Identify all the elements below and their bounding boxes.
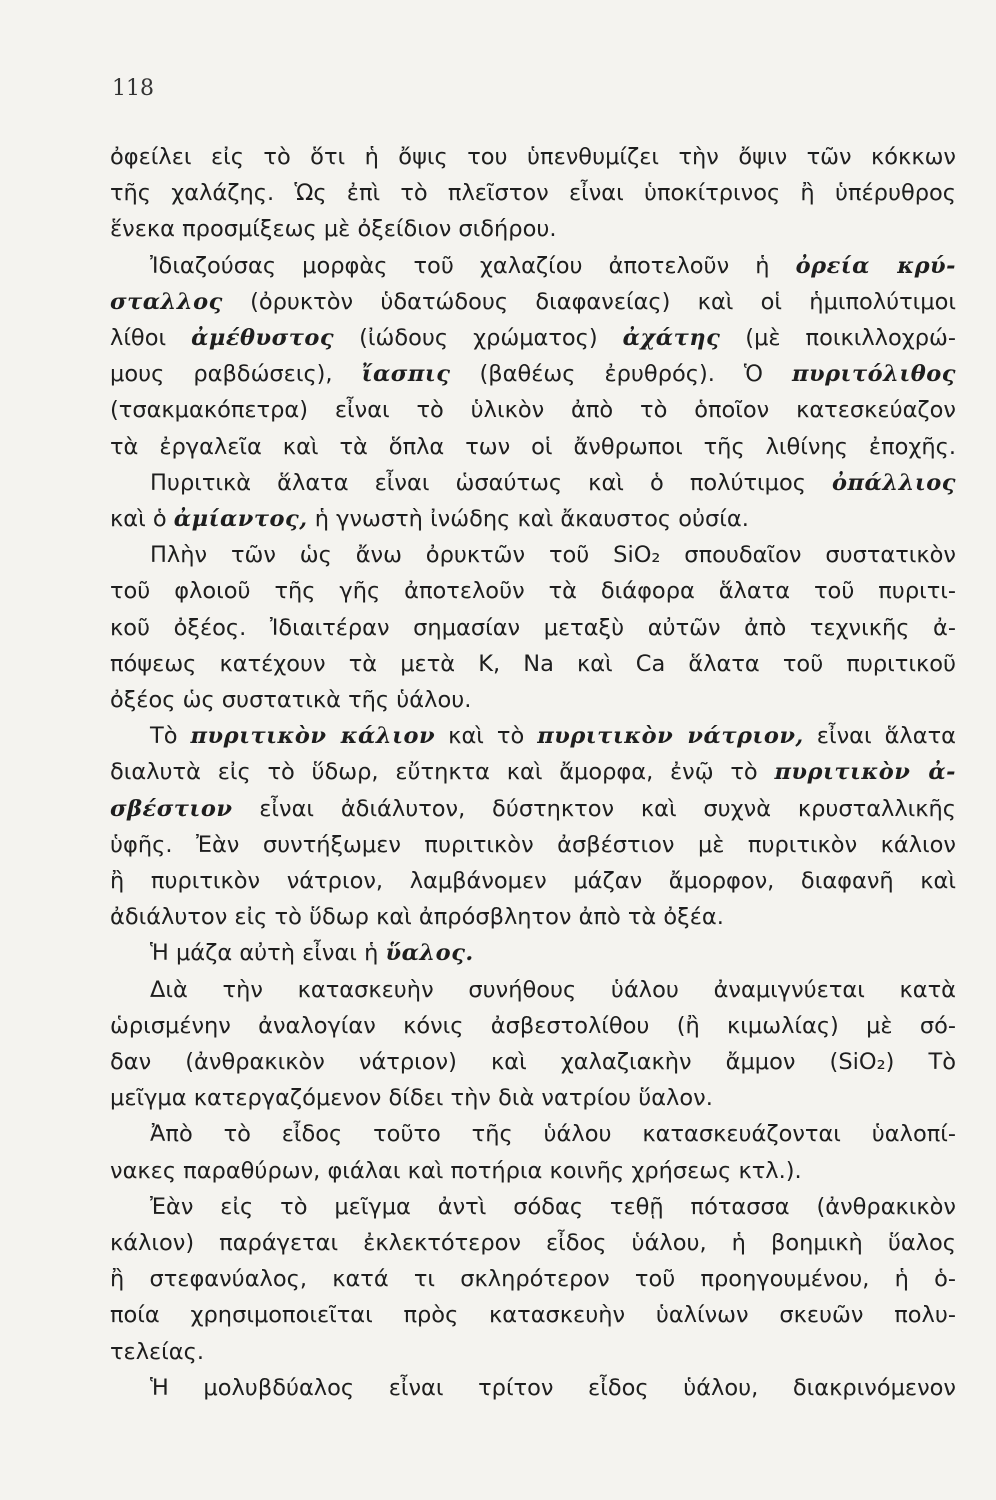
text-line bbox=[110, 430, 956, 464]
text-segment: (ἰώδους χρώματος) bbox=[334, 325, 623, 351]
text-segment: ὀξέος ὡς συστατικὰ τῆς ὑάλου. bbox=[110, 687, 472, 713]
text-line bbox=[110, 900, 956, 934]
text-segment: (βαθέως ἐρυθρός). Ὁ bbox=[450, 361, 793, 388]
text-line bbox=[110, 538, 956, 572]
text-segment: κοῦ ὀξέος. Ἰδιαιτέραν σημασίαν μεταξὺ αὐτῶν ἀπὸ τεχνικῆς ἀ- bbox=[110, 614, 956, 641]
text-line bbox=[110, 1335, 956, 1369]
text-line bbox=[110, 1081, 956, 1115]
text-segment: ὀφείλει εἰς τὸ ὅτι ἡ ὄψις του ὑπενθυμίζει τὴν ὄψιν τῶν κόκκων bbox=[110, 144, 956, 170]
text-segment: ὡρισμένην ἀναλογίαν κόνις ἀσβεστολίθου (ἢ κιμωλίας) μὲ σό- bbox=[110, 1012, 956, 1039]
emphasized-term: ὀπάλλιος bbox=[832, 469, 956, 496]
text-line bbox=[110, 321, 956, 355]
text-line bbox=[110, 1009, 956, 1043]
emphasized-term: ὀρεία κρύ- bbox=[795, 252, 956, 279]
text-line bbox=[110, 828, 956, 862]
text-segment: ἢ πυριτικὸν νάτριον, λαμβάνομεν μάζαν ἄμορφον, διαφανῆ καὶ bbox=[110, 868, 956, 894]
text-line bbox=[110, 973, 956, 1007]
text-segment: πόψεως κατέχουν τὰ μετὰ K, Na καὶ Ca ἅλατα τοῦ πυριτικοῦ bbox=[110, 650, 956, 677]
text-line bbox=[110, 502, 956, 536]
emphasized-term: πυριτικὸν κάλιον bbox=[190, 723, 436, 750]
emphasized-term: ὕαλος. bbox=[385, 940, 474, 967]
text-segment: τελείας. bbox=[110, 1338, 204, 1365]
text-line bbox=[110, 792, 956, 826]
text-segment: Ἡ μάζα αὐτὴ εἶναι ἡ bbox=[150, 940, 386, 967]
emphasized-term: πυριτικὸν νάτριον, bbox=[537, 723, 804, 750]
text-segment: Ἐὰν εἰς τὸ μεῖγμα ἀντὶ σόδας τεθῇ πότασσα (ἀνθρακικὸν bbox=[150, 1193, 956, 1220]
text-segment: Διὰ τὴν κατασκευὴν συνήθους ὑάλου ἀναμιγνύεται κατὰ bbox=[150, 976, 956, 1003]
text-line bbox=[110, 574, 956, 608]
text-line bbox=[110, 1298, 956, 1332]
text-line bbox=[110, 357, 956, 391]
text-segment: τοῦ φλοιοῦ τῆς γῆς ἀποτελοῦν τὰ διάφορα ἅλατα τοῦ πυριτι- bbox=[110, 578, 956, 605]
text-line bbox=[110, 864, 956, 898]
text-segment: Πλὴν τῶν ὡς ἄνω ὀρυκτῶν τοῦ SiO₂ σπουδαῖον συστατικὸν bbox=[150, 542, 956, 569]
text-line bbox=[110, 1117, 956, 1151]
emphasized-term: πυριτόλιθος bbox=[792, 361, 956, 388]
text-segment: ἀδιάλυτον εἰς τὸ ὕδωρ καὶ ἀπρόσβλητον ἀπὸ τὰ ὀξέα. bbox=[110, 904, 724, 931]
text-line bbox=[110, 393, 956, 427]
text-segment: ὑφῆς. Ἐὰν συντήξωμεν πυριτικὸν ἀσβέστιον μὲ πυριτικὸν κάλιον bbox=[110, 831, 956, 858]
text-line bbox=[110, 212, 956, 246]
text-segment: κάλιον) παράγεται ἐκλεκτότερον εἶδος ὑάλου, ἡ βοημικὴ ὕαλος bbox=[110, 1230, 956, 1256]
emphasized-term: σβέστιον bbox=[110, 795, 233, 822]
text-segment: (ὀρυκτὸν ὑδατώδους διαφανείας) καὶ οἱ ἡμιπολύτιμοι bbox=[222, 288, 956, 315]
text-line bbox=[110, 1262, 956, 1296]
text-segment: καὶ ὁ bbox=[110, 506, 174, 532]
emphasized-term: σταλλος bbox=[110, 288, 223, 315]
text-segment: καὶ τὸ bbox=[435, 723, 538, 750]
text-line bbox=[110, 140, 956, 174]
text-segment: μεῖγμα κατεργαζόμενον δίδει τὴν διὰ νατρίου ὕαλον. bbox=[110, 1085, 713, 1112]
text-line bbox=[110, 683, 956, 717]
text-segment: Ἰδιαζούσας μορφὰς τοῦ χαλαζίου ἀποτελοῦν ἡ bbox=[150, 252, 796, 279]
text-line bbox=[110, 249, 956, 283]
text-line bbox=[110, 285, 956, 319]
text-segment: ἡ γνωστὴ ἰνώδης καὶ ἄκαυστος οὐσία. bbox=[307, 506, 749, 532]
text-segment: εἶναι ἅλατα bbox=[803, 723, 956, 750]
emphasized-term: ἀμέθυστος bbox=[191, 325, 335, 351]
text-segment: διαλυτὰ εἰς τὸ ὕδωρ, εὔτηκτα καὶ ἄμορφα, ἐνῷ τὸ bbox=[110, 759, 775, 786]
text-segment: (μὲ ποικιλλοχρώ- bbox=[720, 325, 956, 351]
page-number: 118 bbox=[112, 76, 154, 101]
emphasized-term: ἀμίαντος, bbox=[173, 506, 308, 532]
text-line bbox=[110, 719, 956, 753]
text-segment: Ἀπὸ τὸ εἶδος τοῦτο τῆς ὑάλου κατασκευάζονται ὑαλοπί- bbox=[150, 1121, 956, 1148]
text-line bbox=[110, 755, 956, 789]
text-segment: μους ραβδώσεις), bbox=[110, 361, 362, 388]
text-segment: ἢ στεφανύαλος, κατά τι σκληρότερον τοῦ προηγουμένου, ἡ ὁ- bbox=[110, 1266, 956, 1293]
text-segment: ἕνεκα προσμίξεως μὲ ὀξείδιον σιδήρου. bbox=[110, 216, 557, 243]
text-line bbox=[110, 1045, 956, 1079]
text-segment: Τὸ bbox=[150, 723, 191, 750]
text-segment: τῆς χαλάζης. Ὡς ἐπὶ τὸ πλεῖστον εἶναι ὑποκίτρινος ἢ ὑπέρυθρος bbox=[110, 180, 956, 207]
text-line bbox=[110, 176, 956, 210]
text-line bbox=[110, 647, 956, 681]
text-segment: εἶναι ἀδιάλυτον, δύστηκτον καὶ συχνὰ κρυσταλλικῆς bbox=[232, 795, 956, 822]
text-segment: δαν (ἀνθρακικὸν νάτριον) καὶ χαλαζιακὴν ἄμμον (SiO₂) Τὸ bbox=[110, 1049, 956, 1075]
emphasized-term: πυριτικὸν ἀ- bbox=[774, 759, 956, 786]
text-line bbox=[110, 1190, 956, 1224]
emphasized-term: ἴασπις bbox=[361, 361, 451, 388]
text-line bbox=[110, 466, 956, 500]
text-segment: (τσακμακόπετρα) εἶναι τὸ ὑλικὸν ἀπὸ τὸ ὁποῖον κατεσκεύαζον bbox=[110, 397, 956, 424]
text-line bbox=[110, 1154, 956, 1188]
text-segment: τὰ ἐργαλεῖα καὶ τὰ ὅπλα των οἱ ἄνθρωποι τῆς λιθίνης ἐποχῆς. bbox=[110, 433, 956, 460]
text-segment: νακες παραθύρων, φιάλαι καὶ ποτήρια κοινῆς χρήσεως κτλ.). bbox=[110, 1157, 802, 1184]
text-segment: ποία χρησιμοποιεῖται πρὸς κατασκευὴν ὑαλίνων σκευῶν πολυ- bbox=[110, 1302, 956, 1329]
text-segment: λίθοι bbox=[110, 325, 192, 351]
emphasized-term: ἀχάτης bbox=[622, 325, 721, 351]
text-line bbox=[110, 611, 956, 645]
text-line bbox=[110, 1226, 956, 1260]
text-segment: Πυριτικὰ ἅλατα εἶναι ὡσαύτως καὶ ὁ πολύτιμος bbox=[150, 469, 833, 496]
text-segment: Ἡ μολυβδύαλος εἶναι τρίτον εἶδος ὑάλου, διακρινόμενον bbox=[150, 1374, 956, 1401]
text-line bbox=[110, 1371, 956, 1405]
text-line bbox=[110, 936, 956, 970]
